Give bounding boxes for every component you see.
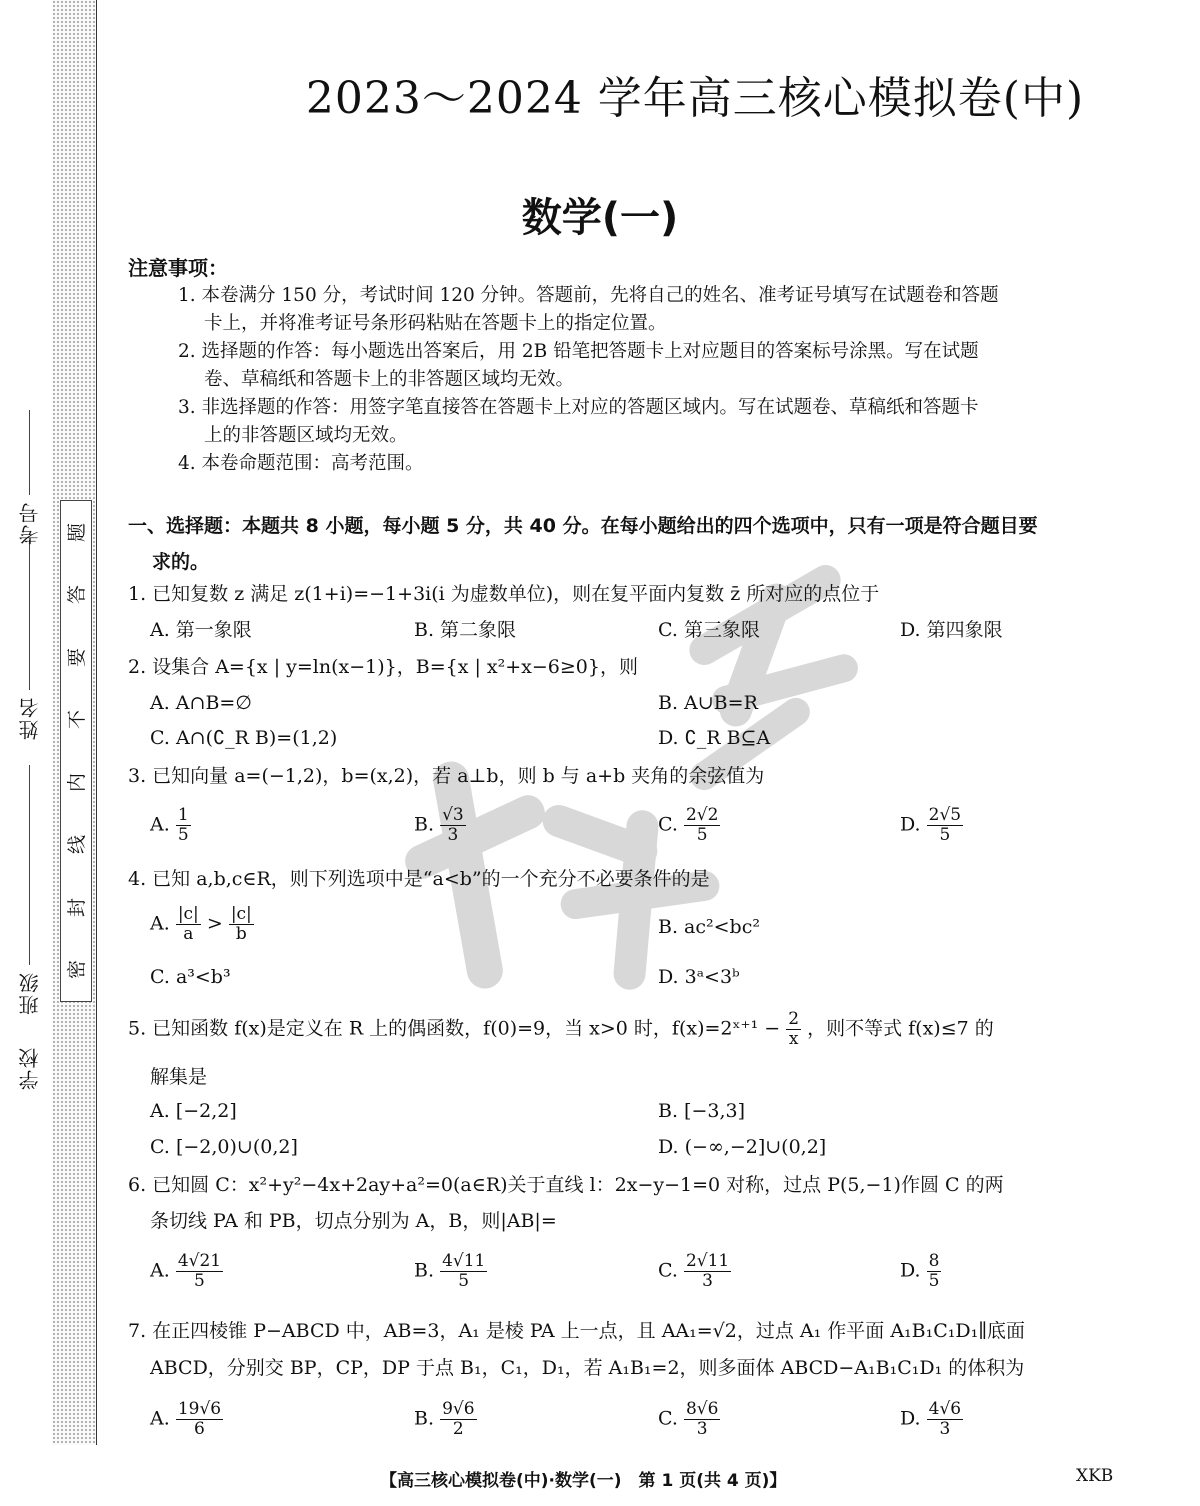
- question-2-stem: 2. 设集合 A={x | y=ln(x−1)}，B={x | x²+x−6≥0}，则: [128, 656, 638, 678]
- subject-title: 数学(一): [521, 195, 679, 241]
- seal-char: 答: [66, 585, 89, 605]
- seal-char: 题: [66, 522, 89, 542]
- note-item: 4. 本卷命题范围：高考范围。: [178, 453, 424, 474]
- q5-option-b: B. [−3,3]: [658, 1100, 746, 1122]
- exam-number-label: 考号: [17, 501, 42, 545]
- q7-option-d: D. $\frac{4√6}{3}$: [900, 1399, 962, 1439]
- q1-option-a: A. 第一象限: [150, 619, 252, 641]
- seal-char: 密: [66, 960, 89, 980]
- q5-option-c: C. [−2,0)∪(0,2]: [150, 1136, 298, 1158]
- q4-option-d: D. 3ᵃ<3ᵇ: [658, 966, 740, 988]
- section-heading: 一、选择题：本题共 8 小题，每小题 5 分，共 40 分。在每小题给出的四个选项中，只有一项是符合题目要 求的。: [128, 515, 1038, 573]
- question-1-stem: 1. 已知复数 z 满足 z(1+i)=−1+3i(i 为虚数单位)，则在复平面内复数 z̄ 所对应的点位于: [128, 583, 880, 605]
- q2-option-b: B. A∪B=R: [658, 692, 758, 714]
- q4-option-a: A. $\frac{|c|}{a}$ > $\frac{|c|}{b}$: [150, 904, 252, 944]
- q3-option-c: C. $\frac{2√2}{5}$: [658, 805, 719, 845]
- exam-title: 2023～2024 学年高三核心模拟卷(中): [305, 73, 1085, 124]
- q4-option-c: C. a³<b³: [150, 966, 231, 988]
- question-6-stem-cont: 条切线 PA 和 PB，切点分别为 A，B，则|AB|=: [150, 1210, 557, 1232]
- q6-option-d: D. $\frac{8}{5}$: [900, 1251, 940, 1291]
- school-label: 学校: [17, 1046, 42, 1090]
- note-item: 1. 本卷满分 150 分，考试时间 120 分钟。答题前，先将自己的姓名、准考证号填写在试题卷和答题 卡上，并将准考证号条形码粘贴在答题卡上的指定位置。: [178, 285, 999, 334]
- q5-option-a: A. [−2,2]: [150, 1100, 237, 1122]
- name-field: [14, 540, 44, 740]
- school-field: [14, 1040, 44, 1090]
- q2-option-c: C. A∩(∁_R B)=(1,2): [150, 727, 338, 749]
- q3-option-d: D. $\frac{2√5}{5}$: [900, 805, 962, 845]
- page-footer: 【高三核心模拟卷(中)·数学(一) 第 1 页(共 4 页)】: [380, 1471, 787, 1491]
- class-field: [14, 765, 44, 1015]
- notes-heading: 注意事项：: [128, 256, 228, 280]
- q1-option-d: D. 第四象限: [900, 619, 1003, 641]
- note-item: 3. 非选择题的作答：用签字笔直接答在答题卡上对应的答题区域内。写在试题卷、草稿纸和答题卡 上的非答题区域均无效。: [178, 397, 979, 446]
- class-label: 班级: [17, 971, 42, 1015]
- question-4-stem: 4. 已知 a,b,c∈R，则下列选项中是“a<b”的一个充分不必要条件的是: [128, 868, 710, 890]
- q2-option-a: A. A∩B=∅: [150, 692, 252, 714]
- q5-option-d: D. (−∞,−2]∪(0,2]: [658, 1136, 827, 1158]
- q7-option-a: A. $\frac{19√6}{6}$: [150, 1399, 222, 1439]
- note-item: 2. 选择题的作答：每小题选出答案后，用 2B 铅笔把答题卡上对应题目的答案标号涂黑。写在试题 卷、草稿纸和答题卡上的非答题区域均无效。: [178, 341, 979, 390]
- question-3-stem: 3. 已知向量 a=(−1,2)，b=(x,2)，若 a⊥b，则 b 与 a+b 夹角的余弦值为: [128, 765, 765, 787]
- q1-option-b: B. 第二象限: [414, 619, 517, 641]
- q2-option-d: D. ∁_R B⊆A: [658, 727, 771, 749]
- q1-option-c: C. 第三象限: [658, 619, 760, 641]
- footer-code: XKB: [1076, 1466, 1114, 1486]
- question-6-stem: 6. 已知圆 C：x²+y²−4x+2ay+a²=0(a∈R)关于直线 l：2x−y−1=0 对称，过点 P(5,−1)作圆 C 的两: [128, 1174, 1004, 1196]
- seal-char: 不: [66, 710, 89, 730]
- q6-option-c: C. $\frac{2√11}{3}$: [658, 1251, 730, 1291]
- exam-number-field: [14, 410, 44, 545]
- name-label: 姓名: [17, 696, 42, 740]
- seal-char: 内: [66, 772, 89, 792]
- q3-option-a: A. $\frac{1}{5}$: [150, 805, 189, 845]
- question-7-stem: 7. 在正四棱锥 P−ABCD 中，AB=3，A₁ 是棱 PA 上一点，且 AA₁=√2，过点 A₁ 作平面 A₁B₁C₁D₁∥底面: [128, 1320, 1026, 1342]
- question-5-stem: 5. 已知函数 f(x)是定义在 R 上的偶函数，f(0)=9，当 x>0 时，f(x)=2ˣ⁺¹ − $\frac{2}{x}$ ，则不等式 f(x)≤7 的: [128, 1009, 994, 1049]
- seal-line-notice: [60, 500, 92, 1002]
- q4-option-b: B. ac²<bc²: [658, 916, 760, 938]
- q6-option-a: A. $\frac{4√21}{5}$: [150, 1251, 222, 1291]
- q7-option-c: C. $\frac{8√6}{3}$: [658, 1399, 719, 1439]
- question-7-stem-cont: ABCD，分别交 BP，CP，DP 于点 B₁，C₁，D₁，若 A₁B₁=2，则多面体 ABCD−A₁B₁C₁D₁ 的体积为: [150, 1357, 1025, 1379]
- question-5-stem-cont: 解集是: [150, 1066, 208, 1088]
- seal-char: 封: [66, 897, 89, 917]
- seal-char: 要: [66, 647, 89, 667]
- q7-option-b: B. $\frac{9√6}{2}$: [414, 1399, 475, 1439]
- q3-option-b: B. $\frac{√3}{3}$: [414, 805, 464, 845]
- q6-option-b: B. $\frac{4√11}{5}$: [414, 1251, 486, 1291]
- seal-char: 线: [66, 835, 89, 855]
